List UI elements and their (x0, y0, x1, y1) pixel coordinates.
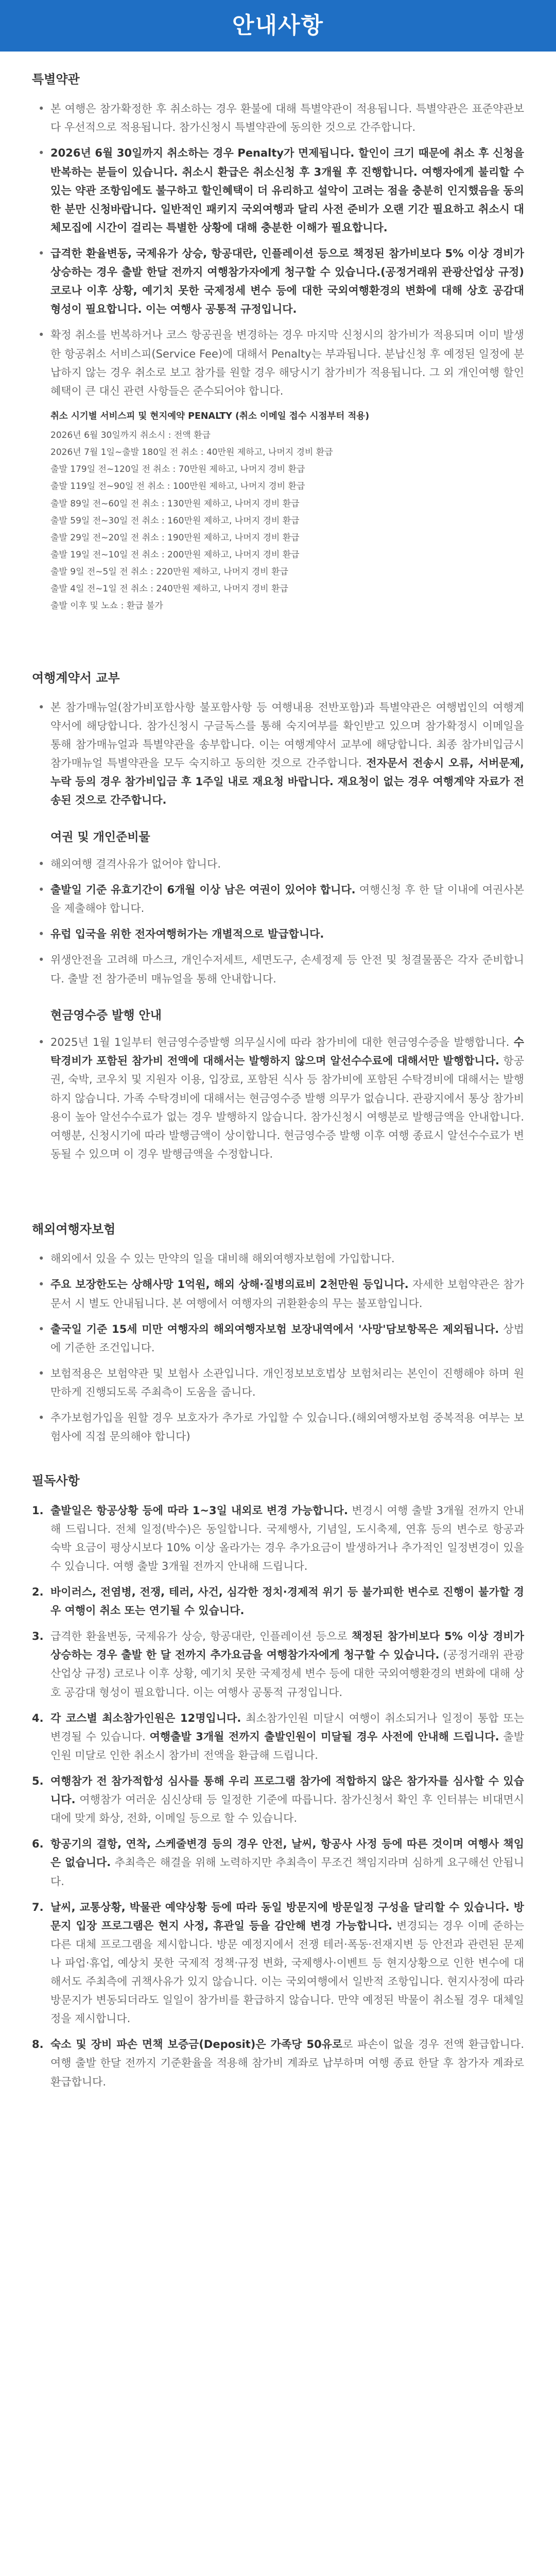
text: 추최측은 해결을 위해 노력하지만 추최측이 무조건 책임지라며 심하게 요구해선 안됩니다. (50, 1856, 525, 1888)
text: 최소참가인원 미달시 여행이 취소되거나 일정이 통합 또는 변경될 수 있습니다. (50, 1711, 524, 1743)
text: 급격한 환율변동, 국제유가 상승, 항공대란, 인플레이션 등으로 (50, 1630, 352, 1643)
list-item (32, 951, 524, 988)
bold-text: 전자문서 전송시 오류, 서버문제, 누락 등의 경우 참가비입금 후 1주일 내로 재요청 바랍니다. 재요청이 없는 경우 여행계약 자료가 전송된 것으로 간주합니다. (50, 757, 525, 807)
note-number: 1. (32, 1504, 44, 1517)
section-notes (0, 1453, 556, 2091)
text: 여행참가 여러운 심신상태 등 일정한 기준에 따릅니다. 참가신청서 확인 후 인터뷰는 비대면시대에 맞게 화상, 전화, 이메일 등으로 할 수 있습니다. (50, 1793, 524, 1825)
text: 본 참가매뉴얼(참가비포함사항 불포함사항 등 여행내용 전반포함)과 특별약관은 여행법인의 여행계약서에 해당합니다. 참가신청시 구글독스를 통해 숙지여부를 확인받고 있으며 참가확정시 이메일을 통해 참가매뉴얼과 특별약관을 송부합니다. 이는 여행계약서 교부에 해당합니다. 최종 참가비입금시 참가매뉴얼 특별약관을 모두 숙지하고 동의한 것으로 간주합니다. (50, 701, 524, 770)
note-item (32, 1583, 524, 1620)
list-item (32, 1275, 524, 1312)
list-item (32, 144, 524, 237)
cancel-table-title: 취소 시기별 서비스피 및 현지예약 PENALTY (취소 이메일 접수 시점부터 적용) (50, 411, 370, 421)
text: 본 여행은 참가확정한 후 취소하는 경우 환불에 대해 특별약관이 적용됩니다. 특별약관은 표준약관보다 우선적으로 적용됩니다. 참가신청시 특별약관에 동의한 것으로 간주합니다. (50, 103, 524, 134)
note-item (32, 1627, 524, 1701)
bold-text: 날씨, 교통상황, 박물관 예약상황 등에 따라 동일 방문지에 방문일정 구성을 달리할 수 있습니다. 방문지 입장 프로그램은 현지 사정, 휴관일 등을 감안해 변경 가능합니다. (50, 1901, 524, 1932)
page-title: 안내사항 (232, 12, 324, 39)
bold-text: 숙소 및 장비 파손 면책 보증금(Deposit)은 가족당 50유로 (50, 2038, 343, 2051)
bold-text: 유럽 입국을 위한 전자여행허가는 개별적으로 발급합니다. (50, 928, 324, 941)
note-item (32, 2035, 524, 2091)
bold-text: 바이러스, 전염병, 전쟁, 테러, 사건, 심각한 정치·경제적 위기 등 불가피한 변수로 진행이 불가할 경우 여행이 취소 또는 연기될 수 있습니다. (50, 1585, 524, 1617)
bold-text: 항공기의 결항, 연착, 스케줄변경 등의 경우 안전, 날씨, 항공사 사정 등에 따른 것이며 여행사 책임은 없습니다. (50, 1838, 524, 1869)
text: 2025년 1월 1일부터 현금영수증발행 의무실시에 따라 참가비에 대한 현금영수증을 발행합니다. (50, 1036, 514, 1049)
text: 상법에 기준한 조건입니다. (50, 1323, 524, 1354)
contract-list (32, 698, 524, 810)
section-contract (0, 650, 556, 1163)
note-item (32, 1501, 524, 1575)
text: 해외에서 있을 수 있는 만약의 일을 대비해 해외여행자보험에 가입합니다. (50, 1252, 395, 1265)
text: 확정 취소를 번복하거나 코스 항공권을 변경하는 경우 마지막 신청시의 참가비가 적용되며 이미 발생한 항공취소 서비스피(Service Fee)에 대해서 Penalty는 부과됩니다. 분납신청 후 예정된 일정에 분납하지 않는 경우 취소로 보고 참가를 원할 경우 해당시기 참가비가 적용됩니다. 그 외 개인여행 할인혜택이 큰 대신 관련 사항들은 준수되어야 합니다. (50, 329, 524, 397)
header-banner (0, 0, 556, 52)
list-item (32, 698, 524, 810)
note-item (32, 1835, 524, 1890)
text: 출발인원 미달로 인한 취소시 참가비 전액을 환급해 드립니다. (50, 1730, 524, 1761)
cancel-table-row: 출발 179일 전~120일 전 취소 : 70만원 제하고, 나머지 경비 환급 (50, 464, 305, 475)
cancel-table-row: 출발 119일 전~90일 전 취소 : 100만원 제하고, 나머지 경비 환급 (50, 481, 305, 492)
list-item (32, 1320, 524, 1357)
text: (공정거래위 관광산업상 규정) 코로나 이후 상황, 예기치 못한 국제정세 변수 등에 대한 국외여행환경의 변화에 대해 상호 공감대 형성이 필요합니다. 이는 여행사 공통적 규정입니다. (50, 1649, 525, 1699)
cancel-penalty-table (50, 408, 524, 615)
section-insurance (0, 1201, 556, 1446)
text: 변경되는 경우 이메 준하는 다른 대체 프로그램을 제시합니다. 방문 예정지에서 전쟁 테러·폭동·전재지변 등 안전과 관련된 문제나 파업·휴업, 예상치 못한 국제적 정책·규정 변화, 국제행사·이벤트 등 현지상황으로 인한 변수에 대해서도 주최측에 귀책사유가 있지 않습니다. 이는 국외여행에서 일반적 조항입니다. 현지사정에 따라 방문지가 변동되더라도 일일이 참가비를 환급하지 않습니다. 만약 예정된 박물이 취소될 경우 대체일정을 제시합니다. (50, 1919, 524, 2025)
bold-text: 급격한 환율변동, 국제유가 상승, 항공대란, 인플레이션 등으로 책정된 참가비보다 5% 이상 경비가 상승하는 경우 출발 한달 전까지 여행참가자에게 청구할 수 있습니다.(공정거래위 관광산업상 규정) 코로나 이후 상황, 예기치 못한 국제정세 변수 등에 대한 국외여행환경의 변화에 대해 상호 공감대 형성이 필요합니다. 이는 여행사 공통적 규정입니다. (50, 247, 524, 316)
section-title: 특별약관 (32, 72, 80, 87)
notes-list (32, 1501, 524, 2091)
list-item (32, 880, 524, 918)
subsection-title: 현금영수증 발행 안내 (50, 1008, 162, 1022)
list-item (32, 1409, 524, 1446)
bold-text: 수탁경비가 포함된 참가비 전액에 대해서는 발행하지 않으며 알선수수료에 대해서만 발행합니다. (50, 1036, 524, 1067)
cancel-table-row: 출발 4일 전~1일 전 취소 : 240만원 제하고, 나머지 경비 환급 (50, 584, 288, 595)
list-item (32, 244, 524, 318)
list-item (32, 1249, 524, 1268)
list-item (32, 1364, 524, 1401)
cancel-table-rows (50, 427, 524, 615)
cancel-table-row: 2026년 6월 30일까지 취소시 : 전액 환급 (50, 430, 211, 441)
cancel-table-row: 2026년 7월 1일~출발 180일 전 취소 : 40만원 제하고, 나머지 경비 환급 (50, 447, 333, 458)
text: 항공권, 숙박, 코우치 및 지원자 이용, 입장료, 포함된 식사 등 참가비에 포함된 수탁경비에 대해서는 발행하지 않습니다. 가족 수탁경비에 대해서는 현금영수증 발행 의무가 없습니다. 관광지에서 통상 참가비용이 높아 알선수수료가 없는 경우 발행하지 않습니다. 참가신청시 여행분로 발행금액을 안내합니다. 여행분, 신청시기에 따라 발행금액이 상이합니다. 현금영수증 발행 이후 여행 종료시 알선수수료가 변동될 수 있으며 이 경우 발행금액을 수정합니다. (50, 1055, 524, 1160)
note-number: 4. (32, 1711, 44, 1724)
bold-text: 여행참가 전 참가적합성 심사를 통해 우리 프로그램 참가에 적합하지 않은 참가자를 심사할 수 있습니다. (50, 1774, 524, 1806)
bold-text: 주요 보장한도는 상해사망 1억원, 해외 상해·질병의료비 2천만원 등입니다. (50, 1278, 409, 1291)
note-item (32, 1772, 524, 1827)
note-number: 8. (32, 2038, 44, 2051)
note-number: 2. (32, 1585, 44, 1598)
section-title: 여행계약서 교부 (32, 670, 120, 685)
bold-text: 출발일 기준 유효기간이 6개월 이상 남은 여권이 있어야 합니다. (50, 884, 356, 896)
text: 여행신청 후 한 달 이내에 여권사본을 제출해야 합니다. (50, 884, 524, 915)
list-item (32, 326, 524, 400)
bold-text: 출발일은 항공상황 등에 따라 1~3일 내외로 변경 가능합니다. (50, 1504, 348, 1517)
bold-text: 각 코스별 최소참가인원은 12명입니다. (50, 1711, 241, 1724)
bold-text: 출국일 기준 15세 미만 여행자의 해외여행자보험 보장내역에서 '사망'담보항목은 제외됩니다. (50, 1323, 499, 1335)
note-number: 5. (32, 1774, 44, 1787)
text: 보험적용은 보험약관 및 보험사 소관입니다. 개인정보보호법상 보험처리는 본인이 진행해야 하며 원만하게 진행되도록 주최측이 도움을 줍니다. (50, 1367, 524, 1398)
list-item (32, 99, 524, 137)
cancel-table-row: 출발 19일 전~10일 전 취소 : 200만원 제하고, 나머지 경비 환급 (50, 550, 300, 561)
cancel-table-row: 출발 89일 전~60일 전 취소 : 130만원 제하고, 나머지 경비 환급 (50, 498, 300, 509)
list-item (32, 925, 524, 943)
text: 추가보험가입을 원할 경우 보호자가 추가로 가입할 수 있습니다.(해외여행자보험 중복적용 여부는 보험사에 직접 문의해야 합니다) (50, 1412, 525, 1443)
passport-list (32, 855, 524, 988)
text: 위생안전을 고려해 마스크, 개인수저세트, 세면도구, 손세정제 등 안전 및 청결물품은 각자 준비합니다. 출발 전 참가준비 매뉴얼을 통해 안내합니다. (50, 954, 524, 985)
section-title: 해외여행자보험 (32, 1222, 116, 1237)
list-item (32, 1033, 524, 1163)
cancel-table-row: 출발 이후 및 노쇼 : 환급 불가 (50, 601, 163, 612)
bold-text: 2026년 6월 30일까지 취소하는 경우 Penalty가 면제됩니다. 할인이 크기 때문에 취소 후 신청을 반복하는 분들이 있습니다. 취소시 환급은 취소신청 후 3개월 후 진행합니다. 여행자에게 불리할 수 있는 약관 조항임에도 불구하고 할인혜택이 더 유리하고 설악이 고려는 점을 충분히 인지했음을 동의한 분만 신청바랍니다. 일반적인 패키지 국외여행과 달리 사전 준비가 오랜 기간 필요하고 취소시 대체모집에 시간이 걸리는 특별한 상황에 대해 충분한 이해가 필요합니다. (50, 147, 524, 234)
text: 변경시 여행 출발 3개월 전까지 안내해 드립니다. 전체 일정(박수)은 동일합니다. 국제행사, 기념일, 도시축제, 연휴 등의 변수로 항공과 숙박 요금이 평상시보다 10% 이상 올라가는 경우 추가요금이 발생하거나 추가적인 일정변경이 있을 수 있습니다. 여행 출발 3개월 전까지 안내해 드립니다. (50, 1504, 524, 1572)
list-item (32, 855, 524, 873)
insurance-list (32, 1249, 524, 1446)
subsection-title: 여권 및 개인준비물 (50, 830, 150, 844)
note-number: 7. (32, 1901, 44, 1913)
bold-text: 책정된 참가비보다 5% 이상 경비가 상승하는 경우 출발 한 달 전까지 추가요금을 여행참가자에게 청구할 수 있습니다. (50, 1630, 524, 1662)
cancel-table-row: 출발 9일 전~5일 전 취소 : 220만원 제하고, 나머지 경비 환급 (50, 567, 288, 578)
note-item (32, 1709, 524, 1765)
bold-text: 여행출발 3개월 전까지 출발인원이 미달될 경우 사전에 안내해 드립니다. (149, 1730, 499, 1743)
text: 로 파손이 없을 경우 전액 환급합니다. 여행 출발 한달 전까지 기준환율을 적용해 참가비 계좌로 납부하며 여행 종료 한달 후 참가자 계좌로 환급합니다. (50, 2038, 524, 2088)
section-special-terms (0, 52, 556, 615)
special-list (32, 99, 524, 400)
cancel-table-row: 출발 59일 전~30일 전 취소 : 160만원 제하고, 나머지 경비 환급 (50, 515, 300, 526)
text: 해외여행 결격사유가 없어야 합니다. (50, 858, 221, 871)
note-number: 6. (32, 1838, 44, 1851)
receipt-list (32, 1033, 524, 1163)
note-number: 3. (32, 1630, 44, 1643)
section-title: 필독사항 (32, 1473, 80, 1488)
cancel-table-row: 출발 29일 전~20일 전 취소 : 190만원 제하고, 나머지 경비 환급 (50, 532, 300, 543)
text: 자세한 보험약관은 참가문서 시 별도 안내됩니다. 본 여행에서 여행자의 귀환환송의 무는 불포함입니다. (50, 1278, 524, 1310)
note-item (32, 1898, 524, 2028)
